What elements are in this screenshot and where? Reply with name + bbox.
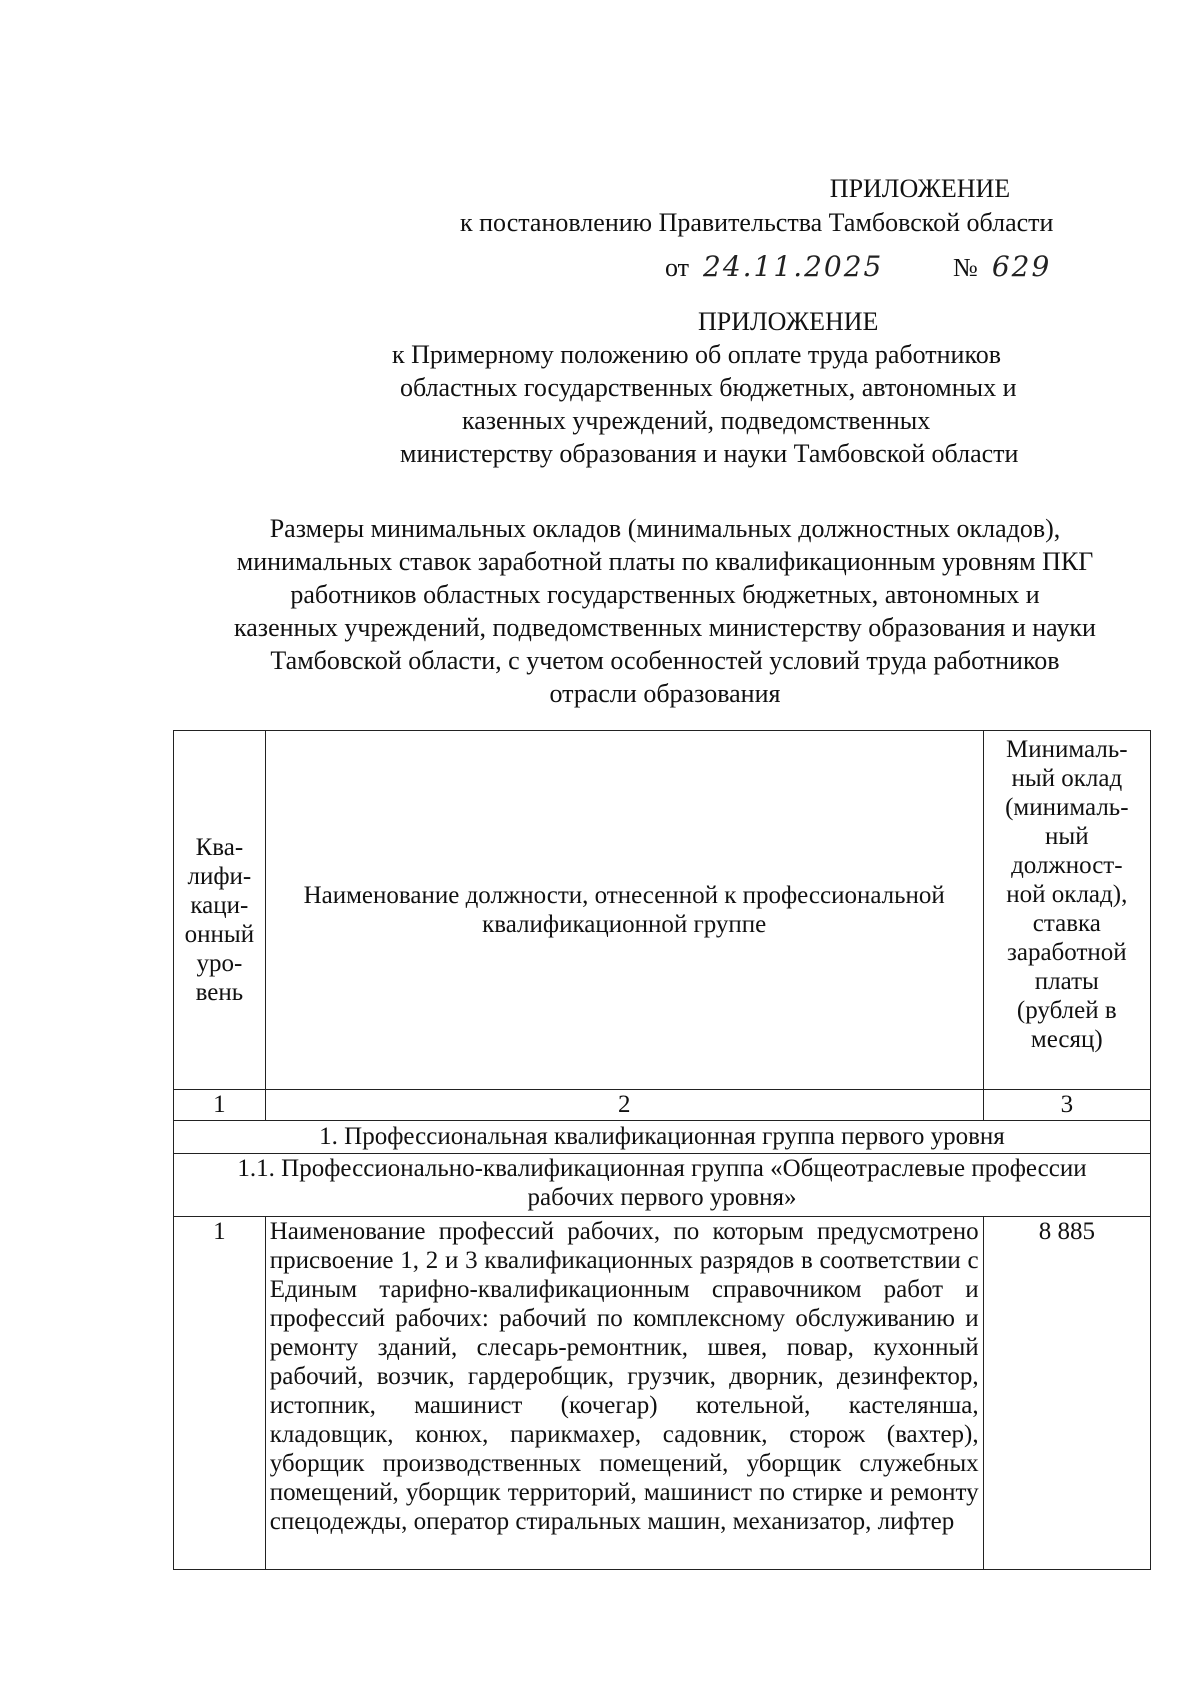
header-text: (минималь- [1005,794,1129,821]
header-text: уро- [196,950,243,977]
appendix-resolution-line: к постановлению Правительства Тамбовской области [460,208,1054,237]
column-number: 3 [983,1090,1150,1121]
header-text: квалификационной группе [482,911,767,938]
header-text: Ква- [195,834,244,861]
number-sign: № [953,253,978,282]
header-text: ставка [1032,910,1101,937]
table-row [174,1217,1151,1570]
header-text: вень [195,979,244,1006]
section-row [174,1121,1151,1154]
subsection-row [174,1154,1151,1217]
header-text: онный [184,921,255,948]
column-number-row [174,1090,1151,1121]
heading-line: Размеры минимальных окладов (минимальных должностных окладов), [269,514,1061,543]
profession-list: Наименование профессий рабочих, по которым предусмотрено присвоение 1, 2 и 3 квалификационных разрядов в соответствии с Единым тарифно-квалификационным справочником работ и профессий рабочих: рабочий по комплексному обслуживанию и ремонту зданий, слесарь-ремонтник, швея, повар, кухонный рабочий, возчик, гардеробщик, грузчик, дворник, дезинфектор, истопник, машинист (кочегар) котельной, кастелянша, кладовщик, конюх, парикмахер, садовник, сторож (вахтер), уборщик производственных помещений, уборщик служебных помещений, уборщик территорий, машинист по стирке и ремонту спецодежды, оператор стиральных машин, механизатор, лифтер [265,1217,983,1570]
header-text: каци- [190,892,249,919]
appendix-title: ПРИЛОЖЕНИЕ [829,174,1011,203]
header-min-salary [983,731,1150,1090]
header-text: (рублей в [1016,997,1117,1024]
header-text: Минималь- [1006,736,1128,763]
header-position-name [265,731,983,1090]
date-prefix: от [665,253,690,282]
salary-table [173,730,1151,1570]
header-text: месяц) [1030,1026,1103,1053]
section-title: 1. Профессиональная квалификационная группа первого уровня [174,1121,1151,1154]
header-text: ный [1045,823,1089,850]
heading-line: казенных учреждений, подведомственных министерству образования и науки [234,613,1096,642]
appendix2-line: к Примерному положению об оплате труда работников [392,340,1002,369]
document-heading [160,512,1170,710]
appendix2-line: областных государственных бюджетных, автономных и [400,373,1017,402]
header-text: ный оклад [1011,765,1123,792]
subsection-line: рабочих первого уровня» [527,1184,797,1211]
qualification-level: 1 [174,1217,266,1570]
appendix2-line: казенных учреждений, подведомственных [462,406,931,435]
handwritten-number: 629 [991,250,1052,283]
appendix2-title: ПРИЛОЖЕНИЕ [698,307,879,336]
subsection-title [174,1154,1151,1217]
heading-line: минимальных ставок заработной платы по квалификационным уровням ПКГ [236,547,1094,576]
header-qualification-level [174,731,266,1090]
handwritten-date: 24.11.2025 [703,250,884,283]
header-text: лифи- [187,863,252,890]
heading-line: отрасли образования [549,679,781,708]
heading-line: работников областных государственных бюджетных, автономных и [290,580,1040,609]
header-text: платы [1034,968,1099,995]
header-text: заработной [1006,939,1127,966]
header-text: ной оклад), [1006,881,1128,908]
subsection-line: 1.1. Профессионально-квалификационная группа «Общеотраслевые профессии [237,1155,1087,1182]
appendix2-line: министерству образования и науки Тамбовской области [400,439,1019,468]
header-text: Наименование должности, отнесенной к профессиональной [303,882,945,909]
header-text: должност- [1011,852,1123,879]
table-header-row [174,731,1151,1090]
column-number: 1 [174,1090,266,1121]
heading-line: Тамбовской области, с учетом особенностей условий труда работников [270,646,1060,675]
min-salary-value: 8 885 [983,1217,1150,1570]
column-number: 2 [265,1090,983,1121]
date-number-row [665,250,1051,285]
